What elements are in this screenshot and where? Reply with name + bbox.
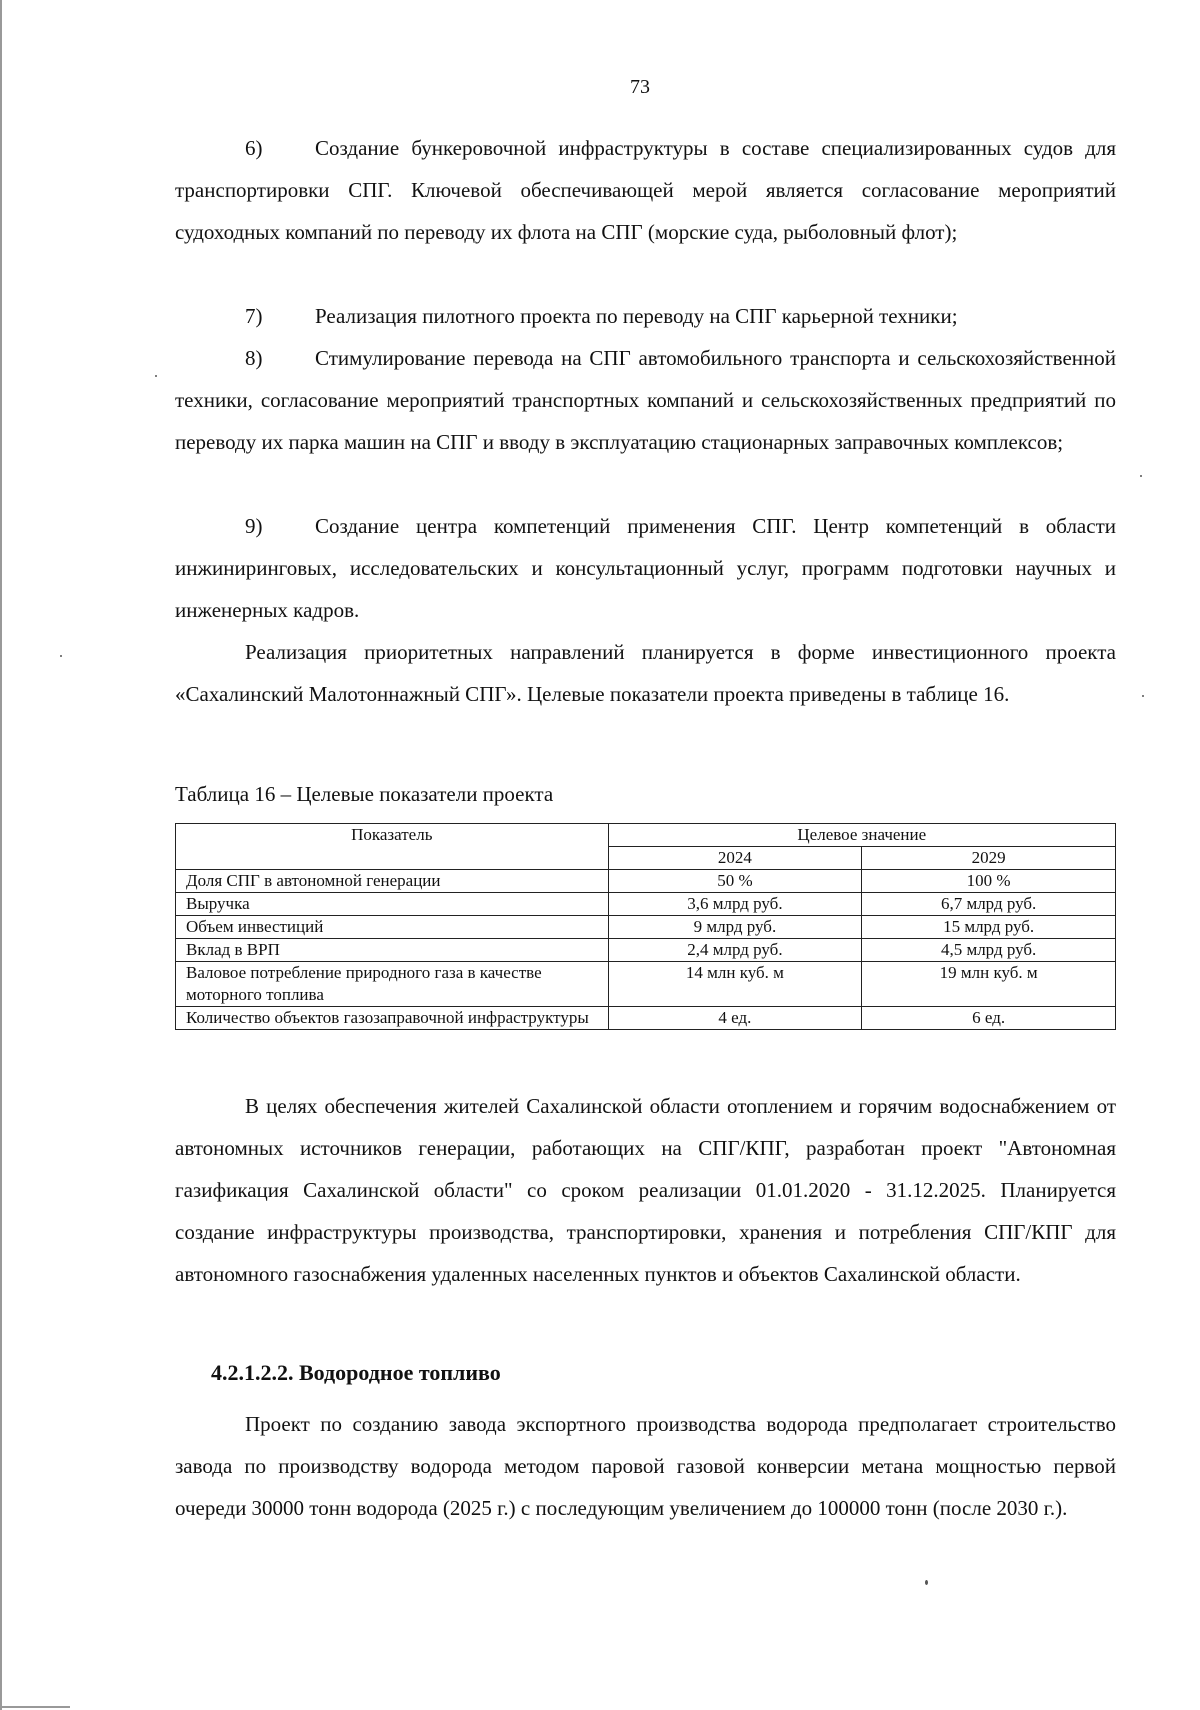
hydrogen-paragraph-text: Проект по созданию завода экспортного производства водорода предполагает строительство завода по производству водорода методом паровой газовой конверсии метана мощностью первой очереди 30000 тонн водорода (2025 г.) с последующим увеличением до 100000 тонн (после 2030 г.). <box>175 1412 1116 1520</box>
list-item <box>175 127 1116 253</box>
row-value-2024: 3,6 млрд руб. <box>608 893 862 916</box>
list-item-number: 7) <box>245 304 263 328</box>
header-year-2024: 2024 <box>608 847 862 870</box>
header-target-value: Целевое значение <box>608 824 1115 847</box>
scan-dot <box>1140 475 1142 477</box>
page-number: 73 <box>630 76 650 98</box>
scan-dot <box>60 655 62 657</box>
row-value-2024: 9 млрд руб. <box>608 916 862 939</box>
list-item-text: Создание бункеровочной инфраструктуры в составе специализированных судов для транспортировки СПГ. Ключевой обеспечивающей мерой является согласование мероприятий судоходных компаний по переводу их флота на СПГ (морские суда, рыболовный флот); <box>175 136 1116 244</box>
row-label: Количество объектов газозаправочной инфраструктуры <box>176 1007 609 1030</box>
row-value-2029: 15 млрд руб. <box>862 916 1116 939</box>
table-row <box>176 939 1116 962</box>
list-item <box>175 337 1116 463</box>
list-item-number: 6) <box>245 136 263 160</box>
intro-paragraph-text: Реализация приоритетных направлений планируется в форме инвестиционного проекта «Сахалинский Малотоннажный СПГ». Целевые показатели проекта приведены в таблице 16. <box>175 640 1116 706</box>
list-item-text: Реализация пилотного проекта по переводу на СПГ карьерной техники; <box>315 304 958 328</box>
table-row <box>176 1007 1116 1030</box>
table-row <box>176 916 1116 939</box>
scan-dot <box>1142 695 1144 697</box>
table-row <box>176 893 1116 916</box>
table-row <box>176 962 1116 1007</box>
list-item <box>175 505 1116 631</box>
scan-dot <box>925 1580 928 1585</box>
row-value-2024: 50 % <box>608 870 862 893</box>
row-value-2024: 14 млн куб. м <box>608 962 862 1007</box>
row-label: Объем инвестиций <box>176 916 609 939</box>
gasification-paragraph <box>175 1085 1116 1295</box>
header-year-2029: 2029 <box>862 847 1116 870</box>
header-indicator: Показатель <box>176 824 609 870</box>
scan-edge-line <box>0 0 2 1710</box>
section-heading: 4.2.1.2.2. Водородное топливо <box>211 1360 501 1385</box>
row-label: Валовое потребление природного газа в качестве моторного топлива <box>176 962 609 1007</box>
row-label: Вклад в ВРП <box>176 939 609 962</box>
scan-edge-line <box>0 1706 70 1708</box>
hydrogen-paragraph <box>175 1403 1116 1529</box>
list-item-text: Стимулирование перевода на СПГ автомобильного транспорта и сельскохозяйственной техники, согласование мероприятий транспортных компаний и сельскохозяйственных предприятий по переводу их парка машин на СПГ и вводу в эксплуатацию стационарных заправочных комплексов; <box>175 346 1116 454</box>
target-indicators-table <box>175 823 1116 1030</box>
list-item-number: 9) <box>245 514 263 538</box>
row-label: Выручка <box>176 893 609 916</box>
row-label: Доля СПГ в автономной генерации <box>176 870 609 893</box>
table-row <box>176 870 1116 893</box>
table-caption: Таблица 16 – Целевые показатели проекта <box>175 782 554 806</box>
gasification-paragraph-text: В целях обеспечения жителей Сахалинской области отоплением и горячим водоснабжением от автономных источников генерации, работающих на СПГ/КПГ, разработан проект "Автономная газификация Сахалинской области" со сроком реализации 01.01.2020 - 31.12.2025. Планируется создание инфраструктуры производства, транспортировки, хранения и потребления СПГ/КПГ для автономного газоснабжения удаленных населенных пунктов и объектов Сахалинской области. <box>175 1094 1116 1286</box>
table-header-row <box>176 824 1116 847</box>
row-value-2029: 4,5 млрд руб. <box>862 939 1116 962</box>
row-value-2024: 2,4 млрд руб. <box>608 939 862 962</box>
row-value-2029: 19 млн куб. м <box>862 962 1116 1007</box>
list-item <box>175 295 1116 337</box>
row-value-2024: 4 ед. <box>608 1007 862 1030</box>
scan-dot <box>155 375 157 377</box>
row-value-2029: 100 % <box>862 870 1116 893</box>
row-value-2029: 6 ед. <box>862 1007 1116 1030</box>
row-value-2029: 6,7 млрд руб. <box>862 893 1116 916</box>
intro-paragraph <box>175 631 1116 715</box>
list-item-text: Создание центра компетенций применения СПГ. Центр компетенций в области инжиниринговых, исследовательских и консультационный услуг, программ подготовки научных и инженерных кадров. <box>175 514 1116 622</box>
list-item-number: 8) <box>245 346 263 370</box>
